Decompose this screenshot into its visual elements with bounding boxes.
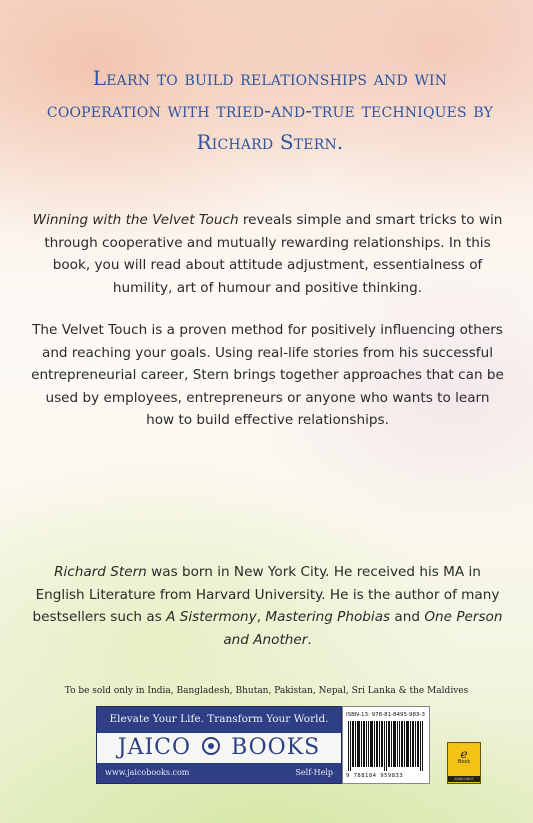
barcode-icon — [348, 721, 424, 771]
ebook-letter: e — [460, 747, 468, 761]
publisher-url: www.jaicobooks.com — [105, 768, 190, 777]
publisher-emblem-icon — [202, 737, 220, 755]
genre-label: Self-Help — [295, 768, 333, 777]
publisher-panel — [96, 706, 342, 784]
separator: , — [256, 609, 266, 625]
sale-territory-note: To be sold only in India, Bangladesh, Bhutan, Pakistan, Nepal, Sri Lanka & the Maldives — [64, 686, 469, 696]
description-text-2: The Velvet Touch is a proven method for positively influencing others and reaching your goals. Using real-life stories from his successful entrepreneurial career, Stern brings together approaches that can be used by employees, entrepreneurs or anyone who wants to learn how to build effective relationships. — [31, 322, 504, 428]
author-name: Richard Stern — [54, 564, 147, 580]
author-bio — [30, 561, 505, 651]
separator: and — [390, 609, 425, 625]
publisher-brand-left: JAICO — [117, 735, 192, 760]
separator: . — [307, 631, 312, 648]
ebook-word: Book — [457, 759, 471, 765]
publisher-brand-right: BOOKS — [231, 735, 321, 760]
author-book-1: A Sistermony — [166, 609, 257, 625]
author-bio-text: was born in New York City. He received his MA in English Literature from Harvard University. He is the author of many bestsellers such as — [32, 564, 500, 625]
ebook-available-badge — [447, 742, 481, 784]
barcode-panel — [342, 706, 430, 784]
headline: Learn to build relationships and win cooperation with tried-and-true techniques by Richard Stern. — [46, 66, 494, 154]
publisher-tagline: Elevate Your Life. Transform Your World. — [109, 713, 329, 725]
isbn-text: ISBN-13: 978-81-8495-983-3 — [346, 712, 426, 718]
publisher-logo — [97, 733, 341, 763]
author-book-3: One Person and Another — [223, 609, 503, 648]
ebook-available-label: AVAILABLE — [448, 776, 480, 782]
book-title: Winning with the Velvet Touch — [32, 212, 239, 228]
description-paragraph-2 — [30, 319, 505, 432]
barcode-digits: 9 788184 959833 — [346, 773, 404, 779]
description-paragraph-1 — [30, 209, 505, 299]
author-book-2: Mastering Phobias — [265, 609, 391, 625]
description-text-1: reveals simple and smart tricks to win through cooperative and mutually rewarding relationships. In this book, you will read about attitude adjustment, essentialness of humility, art of humour and positive thinking. — [44, 212, 503, 296]
